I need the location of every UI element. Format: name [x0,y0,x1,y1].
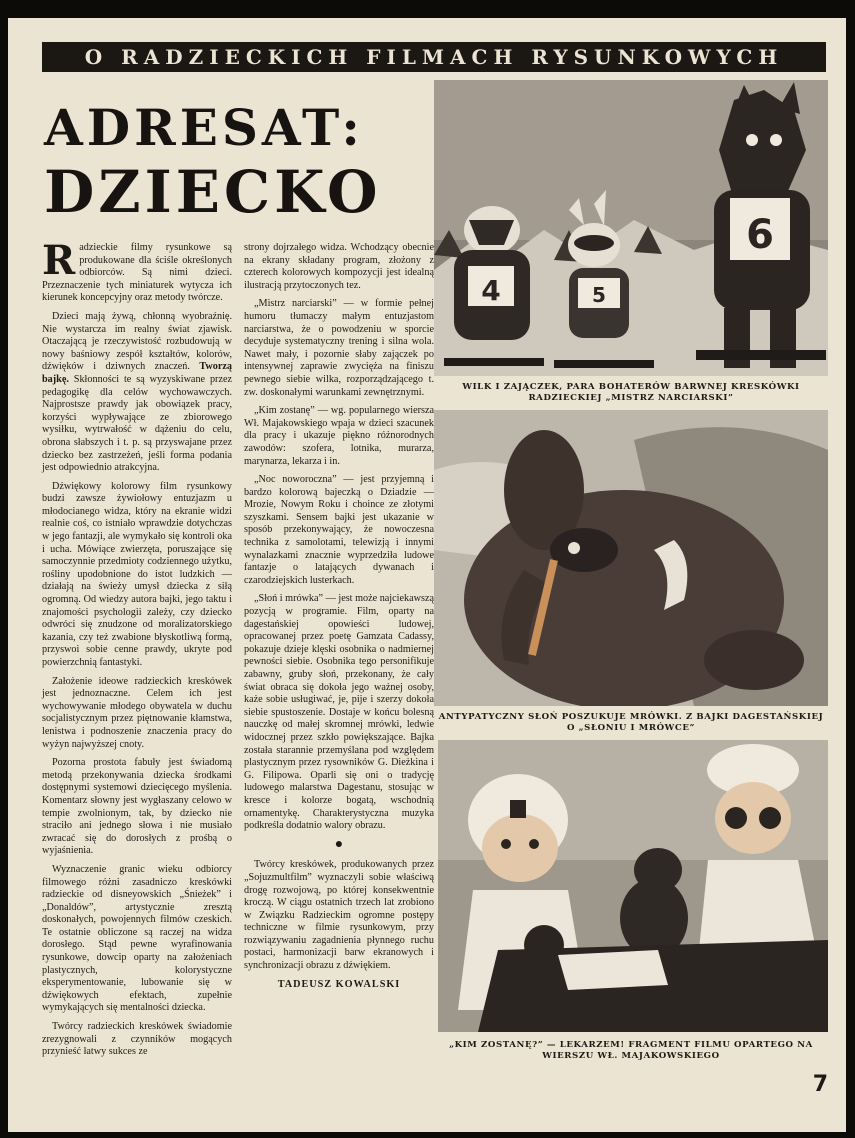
paragraph: „Słoń i mrówka” — jest może najciekawszą pozycją w programie. Film, oparty na dagestańskiej opowieści ludowej, opracowanej przez poetę Gamzata Cadassy, pokazuje dzieje klęski osobnika o nadmiernej pewności siebie. Osobnika tego personifikuje zabawny, gruby słoń, przekonany, że cały świat obraca się dokoła jego ważnej osoby, każe sobie usługiwać, je, pije i szerzy dokoła siebie spustoszenie. Dostaje w końcu bolesną nauczkę od małej skromnej mrówki, ledwie widocznej przez szkło powiększające. Bajka została starannie przemyślana pod względem plastycznym przez rysowników G. Dieżkina i G. Filipowa. Oparli się oni o tradycję ludowego malarstwa Dagestanu, stosując w kresce i kolorze bogatą, wschodnią ornamentykę. Charakterystyczna muzyka podkreśla dodatnio walory obrazu. [244,593,434,832]
bib-number-4: 4 [481,274,501,307]
photo-elephant [434,410,828,706]
photo-doctor [438,740,828,1032]
photo-caption-3: „KIM ZOSTANĘ?” — LEKARZEM! FRAGMENT FILMU OPARTEGO NA WIERSZU WŁ. MAJAKOWSKIEGO [449,1040,813,1061]
article-column-2 [244,242,434,997]
illustration-skiers [434,80,828,376]
illustration-doctor-scene [438,740,828,1032]
magazine-page [8,18,846,1132]
lead-paragraph [42,237,232,305]
section-bullet: ● [334,836,344,852]
paragraph: strony dojrzałego widza. Wchodzący obecnie na ekrany składany program, złożony z czterech kolorowych kompozycji jest idealną ilustracją przytoczonych tez. [244,242,434,291]
photo-ski-master [434,80,828,376]
paragraph: Założenie ideowe radzieckich kreskówek jest jednoznaczne. Celem ich jest wychowywanie młodego obywatela w duchu socjalistycznym przez piętnowanie kłamstwa, lenistwa i podnoszenie znaczenia pracy do wyżyn najwyższej cnoty. [42,675,232,750]
illustration-elephant [434,410,828,706]
bib-number-6: 6 [746,212,774,258]
bold-phrase: Tworzą bajkę. [42,361,233,385]
bib-number-5: 5 [592,283,606,307]
paragraph: „Kim zostanę” — wg. popularnego wiersza Wł. Majakowskiego wpaja w dzieci szacunek dla pracy i ukazuje piękno różnorodnych zawodów: szofera, lotnika, murarza, marynarza, lekarza i in. [244,405,434,467]
paragraph: Dźwiękowy kolorowy film rysunkowy budzi zawsze żywiołowy entuzjazm u młodocianego widza, który na ekranie widzi realnie coś, co istniało wprawdzie dotychczas w jego fantazji, ale wymykało się kontroli oka i ucha. Mówiące zwierzęta, poruszające się samoczynnie przedmioty codziennego użytku, rośliny upodobnione do istot ludzkich — działają na świeży umysł dziecka z siłą ogromną. Od wiedzy autora bajki, jego taktu i znajomości psychologii zależy, czy dziecko odwróci się znudzone od moralizatorskiego kazania, czy też zwabione błyskotliwą formą, przyswoi sobie cenne prawdy, ukryte pod powierzchnią fantastyki. [42,480,232,668]
paragraph: „Noc noworoczna” — jest przyjemną i bardzo kolorową bajeczką o Dziadzie — Mrozie, Nowym Roku i choince ze złotymi szyszkami. Sensem bajki jest ukazanie w sposób przekonywający, że nowoczesna technika z samolotami, telewizją i innymi wynalazkami znacznie wyprzedziła ludowe fantazje o latających dywanach i czarodziejskich lusterkach. [244,474,434,586]
photo-caption-1: WILK I ZAJĄCZEK, PARA BOHATERÓW BARWNEJ KRESKÓWKI RADZIECKIEJ „MISTRZ NARCIARSKI” [462,382,800,403]
paragraph-text: Skłonności te są wyzyskiwane przez pedagogikę dla celów wychowawczych. Najprostsze prawdy jak obowiązek pracy, korzyści wypływające ze zbiorowego wysiłku, wytrwałość w dążeniu do celu, obrona słabszych i t. p. są przyswajane przez dziecko bez zastrzeżeń, jeśli forma podania jest odpowiednio atrakcyjna. [42,373,233,474]
paragraph-text: Dzieci mają żywą, chłonną wyobraźnię. Nie wystarcza im realny świat zjawisk. Otaczającą je rzeczywistość rozbudowują w nowy baśniowy zespół kształtów, kolorów, dźwięków i dziwnych znaczeń. [42,310,232,373]
paragraph: Wyznaczenie granic wieku odbiorcy filmowego różni zasadniczo kreskówki radzieckie od disneyowskich „Śnieżek” i „Donaldów”, artystycznie zresztą doskonałych, powojennych filmów czeskich. Te ostatnie obliczone są raczej na widza dorosłego. Stąd pewne wyrafinowania rysunkowe, dowcip oparty na założeniach plastycznych, kolorystyczne eksperymentowanie, lubowanie się w dźwiękowych efektach, zupełnie wymykających się mentalności dziecka. [42,863,232,1014]
photo-caption-2: ANTYPATYCZNY SŁOŃ POSZUKUJE MRÓWKI. Z BAJKI DAGESTAŃSKIEJ O „SŁONIU I MRÓWCE” [438,712,824,733]
paragraph [42,311,232,475]
headline-line-1: ADRESAT: [44,98,364,157]
author-byline: TADEUSZ KOWALSKI [277,978,401,990]
paragraph: Pozorna prostota fabuły jest świadomą metodą przekonywania dziecka środkami dostępnymi systemowi dziecięcego myślenia. Komentarz słowny jest wygłaszany celowo w tempie zwolnionym, tak, by dziecko nie straciło ani jednego słowa i nie musiało zwracać się do dorosłych z prośbą o wyjaśnienia. [42,757,232,857]
paragraph: „Mistrz narciarski” — w formie pełnej humoru tłumaczy małym entuzjastom narciarstwa, że o powodzeniu w sporcie decyduje systematyczny trening i silna wola. Nawet mały, i pozornie słaby zajączek po intensywnej zaprawie zwycięża na finiszu pewnego siebie wilka, rozporządzającego t. zw. doskonałymi warunkami zewnętrznymi. [244,298,434,398]
paragraph: Twórcy kreskówek, produkowanych przez „Sojuzmultfilm” wyznaczyli sobie właściwą drogę rozwojową, po której konsekwentnie kroczą. W ciągu ostatnich trzech lat zrobiono w Związku Radzieckim ogromne postępy techniczne w filmie rysunkowym, przy rozwiązywaniu zagadnienia płynnego ruchu postaci, harmonizacji barw ekranowych i synchronizacji obrazu z dźwiękiem. [244,859,434,972]
article-column-1 [42,237,233,1065]
page-number: 7 [812,1072,828,1097]
section-banner: O RADZIECKICH FILMACH RYSUNKOWYCH [42,42,826,72]
paragraph-text: adzieckie filmy rysunkowe są produkowane dla ściśle określonych odbiorców. Są nimi dzieci. Przeznaczenie tych miniaturek wytycza ich kierunek koncepcyjny oraz metody twórcze. [42,242,232,304]
drop-cap: R [42,237,76,284]
headline-line-2: DZIECKO [44,158,382,226]
paragraph: Twórcy radzieckich kreskówek świadomie zrezygnowali z czynników mogących przynieść łatwy sukces ze [42,1021,232,1058]
